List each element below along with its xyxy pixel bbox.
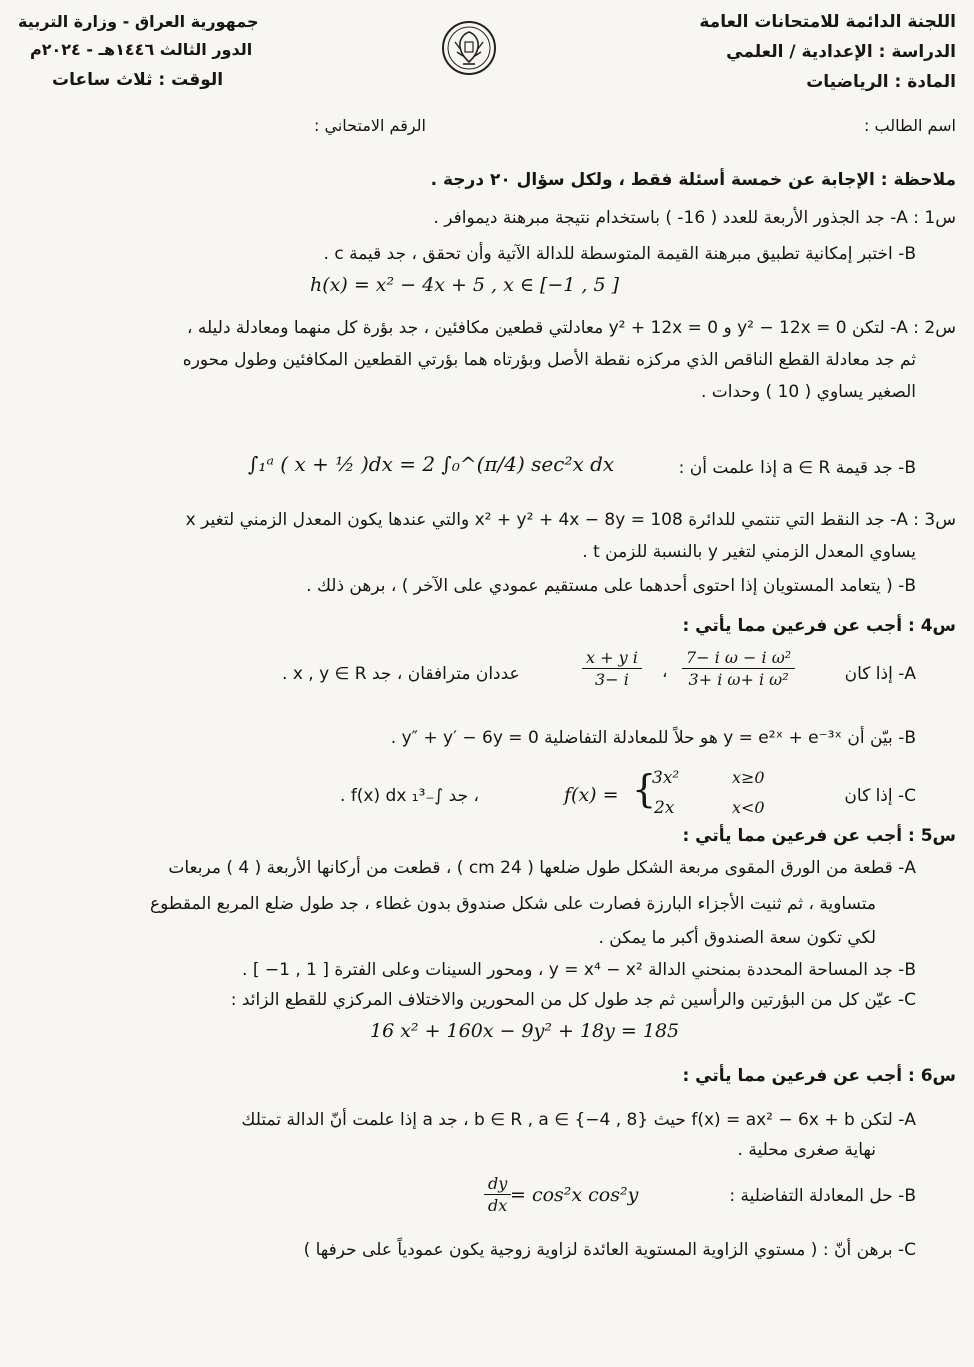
q1-part-a: س1 : A- جد الجذور الأربعة للعدد ( 16- ) باستخدام نتيجة مبرهنة ديموافر . xyxy=(433,208,956,228)
q2-part-a-line1: س2 : A- لتكن y² − 12x = 0 و y² + 12x = 0 معادلتي قطعين مكافئين ، جد بؤرة كل منهما ومعادلة دليله ، xyxy=(187,318,956,338)
q4-c-cond1: x≥0 xyxy=(732,768,765,787)
q6-part-a-line1: A- لتكن f(x) = ax² − 6x + b حيث b ∈ R , a ∈ {−4 , 8} ، جد a إذا علمت أنّ الدالة تمتلك xyxy=(241,1110,916,1130)
q4-a-fraction-2 xyxy=(582,648,642,689)
q4-a-suffix: عددان مترافقان ، جد x , y ∈ R . xyxy=(282,664,520,684)
q4-c-piecewise xyxy=(632,764,782,824)
q4-c-cond2: x<0 xyxy=(732,798,765,817)
q2-part-b-text: B- جد قيمة a ∈ R إذا علمت أن : xyxy=(678,458,916,478)
q5-part-a-line2: متساوية ، ثم ثنيت الأجزاء البارزة فصارت على شكل صندوق بدون غطاء ، جد طول ضلع المربع المقطوع xyxy=(149,894,876,914)
q1-part-b: B- اختبر إمكانية تطبيق مبرهنة القيمة المتوسطة للدالة الآتية وأن تحقق ، جد قيمة c . xyxy=(323,244,916,264)
q5-part-c: C- عيّن كل من البؤرتين والرأسين ثم جد طول كل من المحورين والاختلاف المركزي للقطع الزائد : xyxy=(230,990,916,1010)
q6-part-b-text: B- حل المعادلة التفاضلية : xyxy=(729,1186,916,1206)
q6-part-c: C- برهن أنّ : ( مستوي الزاوية المستوية العائدة لزاوية زوجية يكون عمودياً على حرفها ) xyxy=(303,1240,916,1260)
q4-c-piece2: 2x xyxy=(654,798,675,818)
q4-c-fx: f(x) = xyxy=(564,784,619,806)
q5-part-a-line3: لكي تكون سعة الصندوق أكبر ما يمكن . xyxy=(598,928,876,948)
q3-part-b: B- ( يتعامد المستويان إذا احتوى أحدهما على مستقيم عمودي على الآخر ) ، برهن ذلك . xyxy=(306,576,916,596)
q4-c-prefix: C- إذا كان xyxy=(844,786,916,806)
q4-a-frac1-denominator: 3+ i ω+ i ω² xyxy=(688,670,789,689)
q6-b-equation: = cos²x cos²y xyxy=(510,1184,639,1206)
ministry-line: جمهورية العراق - وزارة التربية xyxy=(18,12,259,31)
session-line: الدور الثالث ١٤٤٦هـ - ٢٠٢٤م xyxy=(30,40,253,59)
q2-part-a-line2: ثم جد معادلة القطع الناقص الذي مركزه نقطة الأصل وبؤرتاه هما بؤرتي القطعين المكافئين وطول محوره xyxy=(182,350,916,370)
committee-line: اللجنة الدائمة للامتحانات العامة xyxy=(699,12,956,32)
q5-part-b: B- جد المساحة المحددة بمنحني الدالة y = x⁴ − x² ، ومحور السينات وعلى الفترة [ 1 , 1− ] . xyxy=(242,960,916,980)
q4-c-piece1: 3x² xyxy=(652,768,680,788)
q5-intro: س5 : أجب عن فرعين مما يأتي : xyxy=(682,826,956,846)
q4-c-suffix: ، جد ∫₋₁³ f(x) dx . xyxy=(340,786,479,806)
exam-note: ملاحظة : الإجابة عن خمسة أسئلة فقط ، ولكل سؤال ٢٠ درجة . xyxy=(430,170,956,190)
q4-a-fraction-1 xyxy=(682,648,795,689)
subject-line: المادة : الرياضيات xyxy=(806,72,956,92)
q4-a-frac2-denominator: 3− i xyxy=(595,670,629,689)
q4-a-prefix: A- إذا كان xyxy=(844,664,916,684)
q2-part-a-line3: الصغير يساوي ( 10 ) وحدات . xyxy=(700,382,916,402)
exam-number-label: الرقم الامتحاني : xyxy=(314,116,426,135)
q5-c-hyperbola-equation: 16 x² + 160x − 9y² + 18y = 185 xyxy=(370,1020,680,1042)
q4-part-b: B- بيّن أن y = e²ˣ + e⁻³ˣ هو حلاً للمعادلة التفاضلية y″ + y′ − 6y = 0 . xyxy=(390,728,916,748)
q3-part-a-line2: يساوي المعدل الزمني لتغير y بالنسبة للزمن t . xyxy=(582,542,916,562)
q4-a-comma: ، xyxy=(662,662,668,682)
q6-intro: س6 : أجب عن فرعين مما يأتي : xyxy=(682,1066,956,1086)
q6-b-frac-denominator: dx xyxy=(488,1196,508,1215)
q6-b-frac-numerator: dy xyxy=(484,1174,511,1195)
q4-a-frac1-numerator: 7− i ω − i ω² xyxy=(682,648,795,669)
q5-part-a-line1: A- قطعة من الورق المقوى مربعة الشكل طول ضلعها ( 24 cm ) ، قطعت من أركانها الأربعة ( 4 ) مربعات xyxy=(168,858,916,878)
q6-b-derivative xyxy=(484,1174,511,1215)
study-line: الدراسة : الإعدادية / العلمي xyxy=(726,42,956,62)
q3-part-a-line1: س3 : A- جد النقط التي تنتمي للدائرة x² + y² + 4x − 8y = 108 والتي عندها يكون المعدل الزمني لتغير x xyxy=(185,510,956,530)
q4-intro: س4 : أجب عن فرعين مما يأتي : xyxy=(682,616,956,636)
q4-c-brace: { xyxy=(632,767,657,811)
q4-a-frac2-numerator: x + y i xyxy=(582,648,642,669)
q1-b-function: h(x) = x² − 4x + 5 , x ∈ [−1 , 5 ] xyxy=(310,274,620,296)
time-line: الوقت : ثلاث ساعات xyxy=(52,70,224,90)
q2-b-integral-equation: ∫₁ᵃ ( x + ½ )dx = 2 ∫₀^(π/4) sec²x dx xyxy=(248,452,615,476)
iraq-emblem-seal xyxy=(441,20,497,76)
q6-part-a-line2: نهاية صغرى محلية . xyxy=(737,1140,876,1160)
student-name-label: اسم الطالب : xyxy=(864,116,956,135)
